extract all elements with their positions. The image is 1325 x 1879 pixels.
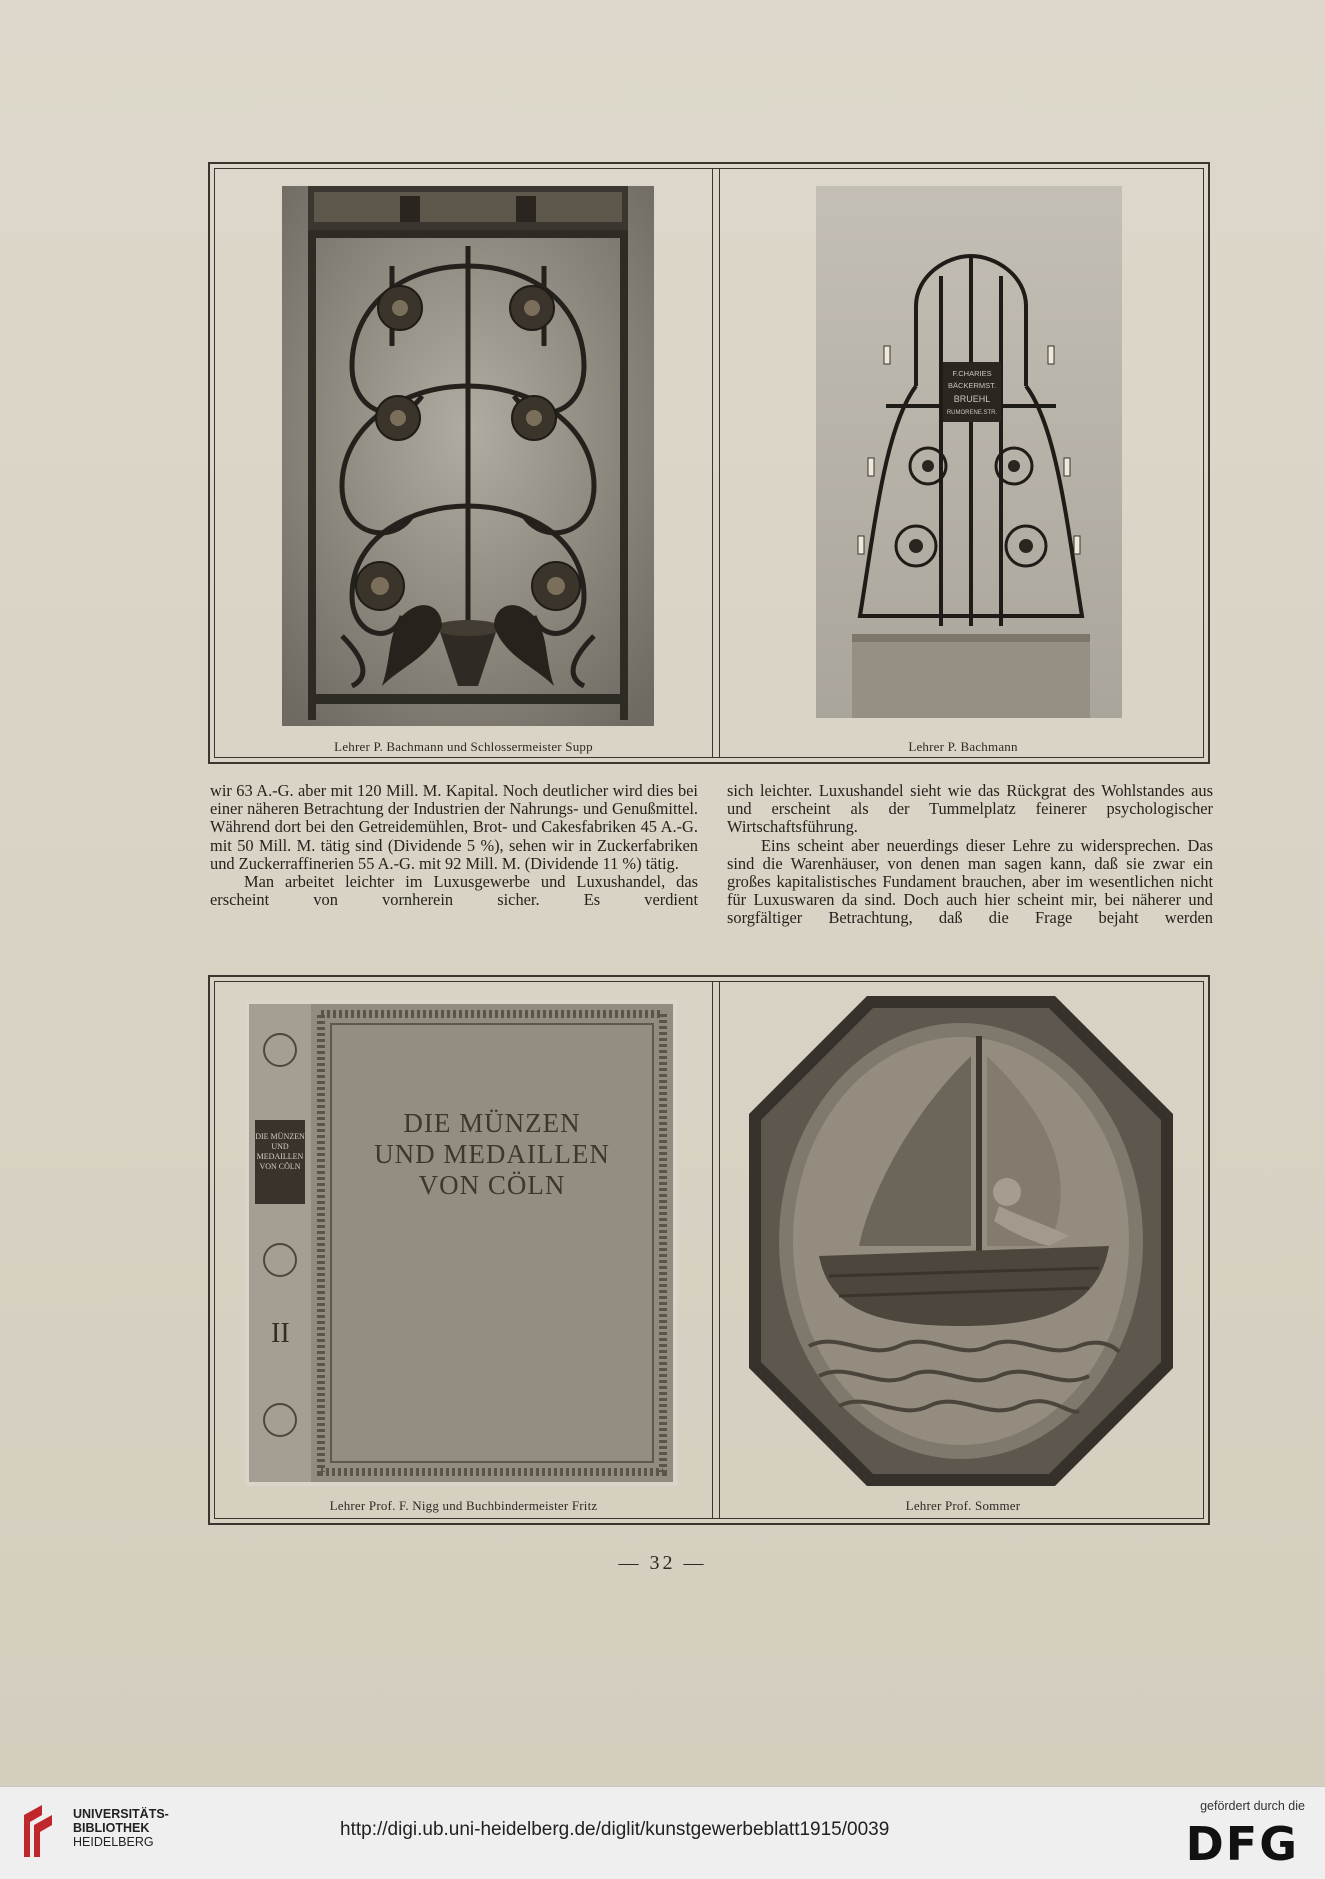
book-title-line: UND MEDAILLEN — [374, 1139, 610, 1169]
footer-bar — [0, 1786, 1325, 1879]
spine-label-line: MEDAILLEN — [256, 1152, 304, 1161]
caption-book: Lehrer Prof. F. Nigg und Buchbindermeister Fritz — [329, 1498, 598, 1513]
book-title-line: DIE MÜNZEN — [403, 1108, 581, 1138]
plate-divider — [712, 982, 720, 1518]
paragraph: wir 63 A.-G. aber mit 120 Mill. M. Kapital. Noch deutlicher wird dies bei einer näheren Betrachtung der Industrien der Nahrungs- und Genußmittel. Während dort bei den Getreidemühlen, Brot- und Cakesfabriken 45 A.-G. mit 50 Mill. M. tätig sind (Dividende 5 %), sehen wir in Zuckerfabriken und Zuckerraffinerien 55 A.-G. mit 92 Mill. M. (Dividende 11 %) tätig. — [210, 781, 698, 873]
sign-line-1: F.CHARIES — [952, 369, 992, 378]
spine-label-line: DIE MÜNZEN — [255, 1132, 305, 1141]
library-name-line: UNIVERSITÄTS- — [73, 1807, 169, 1821]
library-name — [73, 1807, 169, 1849]
photo-memorial-cross — [816, 186, 1122, 718]
spine-volume-number: II — [271, 1318, 290, 1349]
plate-divider — [712, 169, 720, 757]
ub-heidelberg-logo-icon — [18, 1805, 58, 1857]
spine-label-line: UND — [271, 1142, 289, 1151]
sign-line-2: BÄCKERMST. — [948, 381, 996, 390]
library-name-line: HEIDELBERG — [73, 1835, 154, 1849]
funded-by-label: gefördert durch die — [1200, 1799, 1305, 1813]
library-name-line: BIBLIOTHEK — [73, 1821, 150, 1835]
top-plate — [208, 162, 1210, 764]
book-illustration — [245, 1000, 677, 1486]
caption-relief: Lehrer Prof. Sommer — [905, 1498, 1021, 1513]
spine-label-line: VON CÖLN — [259, 1162, 301, 1171]
memorial-illustration — [816, 186, 1122, 718]
paragraph: sich leichter. Luxushandel sieht wie das Rückgrat des Wohlstandes aus und erscheint als der Tummelplatz feinerer psychologischer Wirtschaftsführung. — [727, 781, 1213, 837]
permalink-url[interactable]: http://digi.ub.uni-heidelberg.de/diglit/kunstgewerbeblatt1915/0039 — [340, 1819, 890, 1840]
book-cover-title — [311, 1108, 673, 1201]
caption-grille: Lehrer P. Bachmann und Schlossermeister Supp — [334, 739, 593, 754]
paragraph: Eins scheint aber neuerdings dieser Lehre zu widersprechen. Das sind die Warenhäuser, von denen man sagen kann, daß sie zwar ein großes kapitalistisches Fundament brauchen, aber im wesentlichen nicht für Luxuswaren da sind. Doch auch hier scheint mir, bei näherer und sorgfältiger Betrachtung, daß die Frage bejaht werden — [727, 835, 1213, 928]
photo-relief-plaque — [749, 996, 1173, 1486]
relief-illustration — [749, 996, 1173, 1486]
text-column-left — [210, 782, 698, 909]
bottom-plate — [208, 975, 1210, 1525]
sign-line-4: RUMORENE.STR. — [946, 410, 998, 416]
page-number: — 32 — — [618, 1552, 707, 1574]
photo-book-cover — [245, 1000, 677, 1486]
photo-wrought-iron-grille — [282, 186, 654, 726]
caption-memorial: Lehrer P. Bachmann — [908, 739, 1018, 754]
grille-illustration — [282, 186, 654, 726]
text-column-right — [727, 782, 1213, 928]
dfg-logo: DFG — [1185, 1817, 1299, 1871]
spine-label — [255, 1132, 305, 1172]
book-title-line: VON CÖLN — [418, 1170, 566, 1200]
paragraph: Man arbeitet leichter im Luxusgewerbe und Luxushandel, das erscheint von vornherein sicher. Es verdient — [210, 872, 698, 910]
sign-line-3: BRUEHL — [953, 394, 991, 404]
